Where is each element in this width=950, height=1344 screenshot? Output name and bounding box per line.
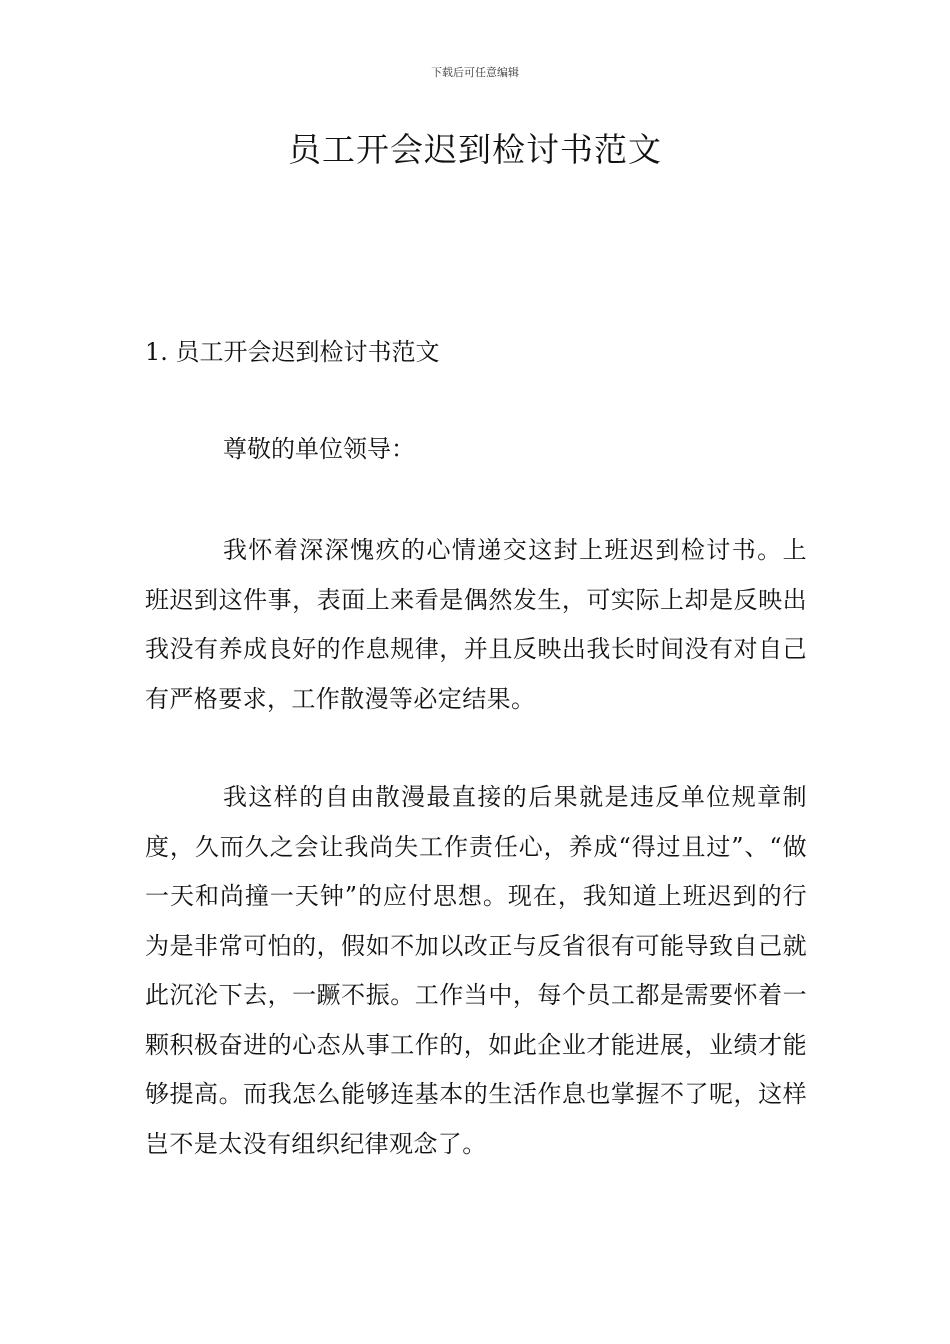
document-title: 员工开会迟到检讨书范文 [288,130,662,169]
body-paragraph-2: 我这样的自由散漫最直接的后果就是违反单位规章制度，久而久之会让我尚失工作责任心，养成“得过且过”、“做一天和尚撞一天钟”的应付思想。现在，我知道上班迟到的行为是非常可怕的，假如不加以改正与反省很有可能导致自己就此沉沦下去，一蹶不振。工作当中，每个员工都是需要怀着一颗积极奋进的心态从事工作的，如此企业才能进展，业绩才能够提高。而我怎么能够连基本的生活作息也掌握不了呢，这样岂不是太没有组织纪律观念了。 [145,783,807,1158]
salutation: 尊敬的单位领导： [223,435,415,463]
body-paragraph-1: 我怀着深深愧疚的心情递交这封上班迟到检讨书。上班迟到这件事，表面上来看是偶然发生，可实际上却是反映出我没有养成良好的作息规律，并且反映出我长时间没有对自己有严格要求，工作散漫等必定结果。 [145,536,807,713]
header-note: 下载后可任意编辑 [431,66,519,79]
section-heading: 1. 员工开会迟到检讨书范文 [145,338,440,366]
